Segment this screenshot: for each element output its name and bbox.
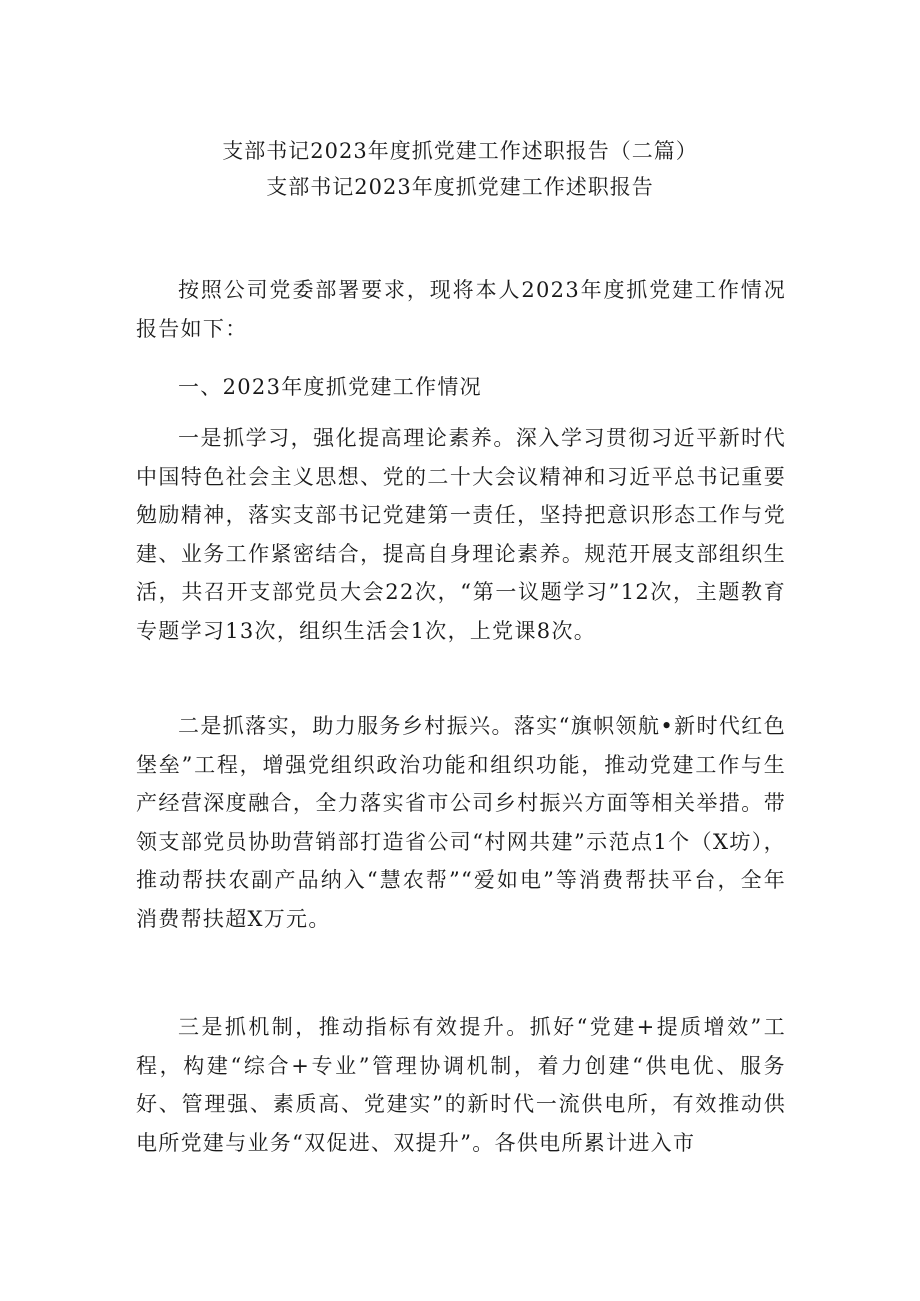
section-heading: 一、2023年度抓党建工作情况 [178, 375, 482, 399]
point-one-paragraph: 一是抓学习，强化提高理论素养。深入学习贯彻习近平新时代中国特色社会主义思想、党的二十大会议精神和习近平总书记重要勉励精神，落实支部书记党建第一责任，坚持把意识形态工作与党建、业务工作紧密结合，提高自身理论素养。规范开展支部组织生活，共召开支部党员大会22次，“第一议题学习”12次，主题教育专题学习13次，组织生活会1次，上党课8次。 [136, 426, 786, 643]
intro-paragraph: 按照公司党委部署要求，现将本人2023年度抓党建工作情况报告如下： [136, 278, 786, 341]
document-title: 支部书记2023年度抓党建工作述职报告（二篇） [222, 139, 698, 163]
point-two-paragraph: 二是抓落实，助力服务乡村振兴。落实“旗帜领航•新时代红色堡垒”工程，增强党组织政治功能和组织功能，推动党建工作与生产经营深度融合，全力落实省市公司乡村振兴方面等相关举措。带领支部党员协助营销部打造省公司“村网共建”示范点1个（X坊），推动帮扶农副产品纳入“慧农帮”“爱如电”等消费帮扶平台，全年消费帮扶超X万元。 [136, 714, 786, 931]
document-subtitle: 支部书记2023年度抓党建工作述职报告 [266, 175, 654, 199]
point-three-paragraph: 三是抓机制，推动指标有效提升。抓好“党建+提质增效”工程，构建“综合+专业”管理协调机制，着力创建“供电优、服务好、管理强、素质高、党建实”的新时代一流供电所，有效推动供电所党建与业务“双促进、双提升”。各供电所累计进入市 [136, 1015, 786, 1155]
